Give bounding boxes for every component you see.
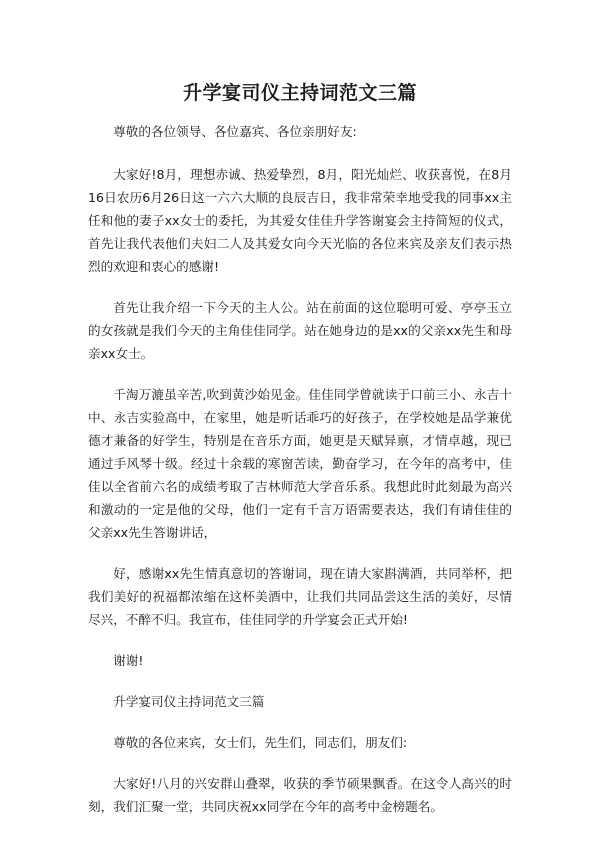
paragraph-subheading: 升学宴司仪主持词范文三篇: [113, 694, 265, 709]
paragraph-salutation-1: 尊敬的各位领导、各位嘉宾、各位亲朋好友:: [113, 124, 357, 139]
paragraph-greeting: 大家好!8月，理想赤诚、热爱挚烈，8月，阳光灿烂、收获喜悦，在8月16日农历6月26日这一六六大顺的良辰吉日，我非常荣幸地受我的同事xx主任和他的妻子xx女士的委托，为其爱女佳佳升学答谢宴会主持简短的仪式，首先让我代表他们夫妇二人及其爱女向今天光临的各位来宾及亲友们表示热烈的欢迎和衷心的感谢!: [88, 167, 512, 274]
document-title: 升学宴司仪主持词范文三篇: [182, 82, 417, 104]
paragraph-salutation-2: 尊敬的各位来宾，女士们，先生们，同志们，朋友们:: [113, 735, 408, 750]
paragraph-thanks: 谢谢!: [113, 653, 144, 668]
paragraph-opening: 大家好!八月的兴安群山叠翠，收获的季节硕果飘香。在这令人高兴的时刻，我们汇聚一堂，共同庆祝xx同学在今年的高考中金榜题名。: [88, 776, 512, 814]
paragraph-achievements: 千淘万漉虽辛苦,吹到黄沙始见金。佳佳同学曾就读于口前三小、永吉十中、永吉实验高中，在家里，她是听话乖巧的好孩子，在学校她是品学兼优德才兼备的好学生，特别是在音乐方面，她更是天赋异禀，才情卓越，现已通过手风琴十级。经过十余载的寒窗苦读，勤奋学习，在今年的高考中，佳佳以全省前六名的成绩考取了吉林师范大学音乐系。我想此时此刻最为高兴和激动的一定是他的父母，他们一定有千言万语需要表达，我们有请佳佳的父亲xx先生答谢讲话，: [88, 387, 512, 540]
paragraph-toast: 好，感谢xx先生情真意切的答谢词，现在请大家斟满酒，共同举杯，把我们美好的祝福都浓缩在这杯美酒中，让我们共同品尝这生活的美好，尽情尽兴，不醉不归。我宣布，佳佳同学的升学宴会正式开始!: [88, 566, 512, 627]
paragraph-introduction: 首先让我介绍一下今天的主人公。站在前面的这位聪明可爱、亭亭玉立的女孩就是我们今天的主角佳佳同学。站在她身边的是xx的父亲xx先生和母亲xx女士。: [88, 300, 512, 361]
